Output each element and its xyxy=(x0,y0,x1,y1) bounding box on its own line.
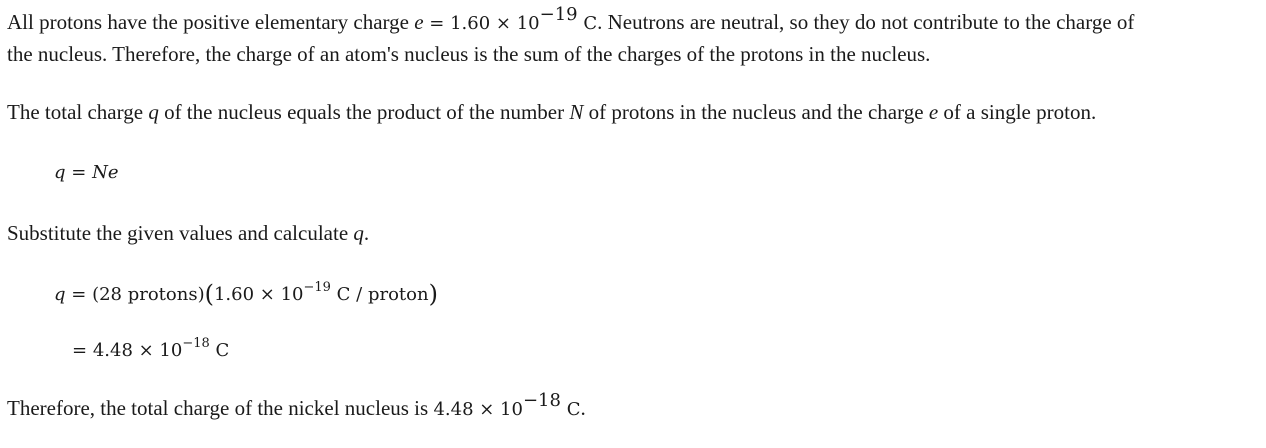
exponent: −19 xyxy=(539,4,578,25)
exponent: −18 xyxy=(182,336,210,351)
text: of a single proton. xyxy=(938,100,1097,124)
variable-q: q xyxy=(54,162,66,183)
close-paren: ) xyxy=(428,280,438,308)
paragraph-1-line-1 xyxy=(7,4,1135,34)
open-paren: ( xyxy=(204,280,214,308)
variable-q: q xyxy=(54,284,66,305)
text: of protons in the nucleus and the charge xyxy=(583,100,929,124)
product-ne: Ne xyxy=(92,162,119,183)
exponent: −18 xyxy=(522,390,561,411)
equation-q-equals-ne xyxy=(54,164,118,182)
text: . xyxy=(580,396,586,420)
unit: C xyxy=(577,13,598,34)
text: Substitute the given values and calculate xyxy=(7,221,354,245)
variable-q: q xyxy=(148,100,159,124)
math-value: = 1.60 × 10 xyxy=(423,13,540,34)
text: . Neutrons are neutral, so they do not contribute to the charge of xyxy=(597,10,1135,34)
variable-q: q xyxy=(353,221,364,245)
variable-e: e xyxy=(414,10,424,34)
equals-sign: = xyxy=(65,284,93,305)
paragraph-4 xyxy=(7,390,586,420)
text: All protons have the positive elementary charge xyxy=(7,10,415,34)
text: Therefore, the total charge of the nickel nucleus is xyxy=(7,396,434,420)
mantissa: 1.60 × 10 xyxy=(213,284,304,305)
mantissa: 4.48 × 10 xyxy=(92,340,183,361)
equation-result xyxy=(72,336,230,361)
unit: C / proton xyxy=(330,284,429,305)
paragraph-3 xyxy=(7,223,369,244)
paragraph-2 xyxy=(7,102,1096,123)
text: of the nucleus equals the product of the number xyxy=(158,100,570,124)
proton-count: (28 protons) xyxy=(92,284,205,305)
equals-sign: = xyxy=(65,162,93,183)
variable-e: e xyxy=(928,100,939,124)
mantissa: 4.48 × 10 xyxy=(433,399,523,420)
paragraph-1-line-2: the nucleus. Therefore, the charge of an atom's nucleus is the sum of the charges of the protons in the nucleus. xyxy=(7,42,931,66)
exponent: −19 xyxy=(303,280,331,295)
variable-N: N xyxy=(569,100,584,124)
text: . xyxy=(363,221,370,245)
equals-sign: = xyxy=(72,340,93,361)
unit: C xyxy=(209,340,230,361)
text: The total charge xyxy=(7,100,149,124)
unit: C xyxy=(560,399,581,420)
equation-substitution xyxy=(54,282,438,306)
